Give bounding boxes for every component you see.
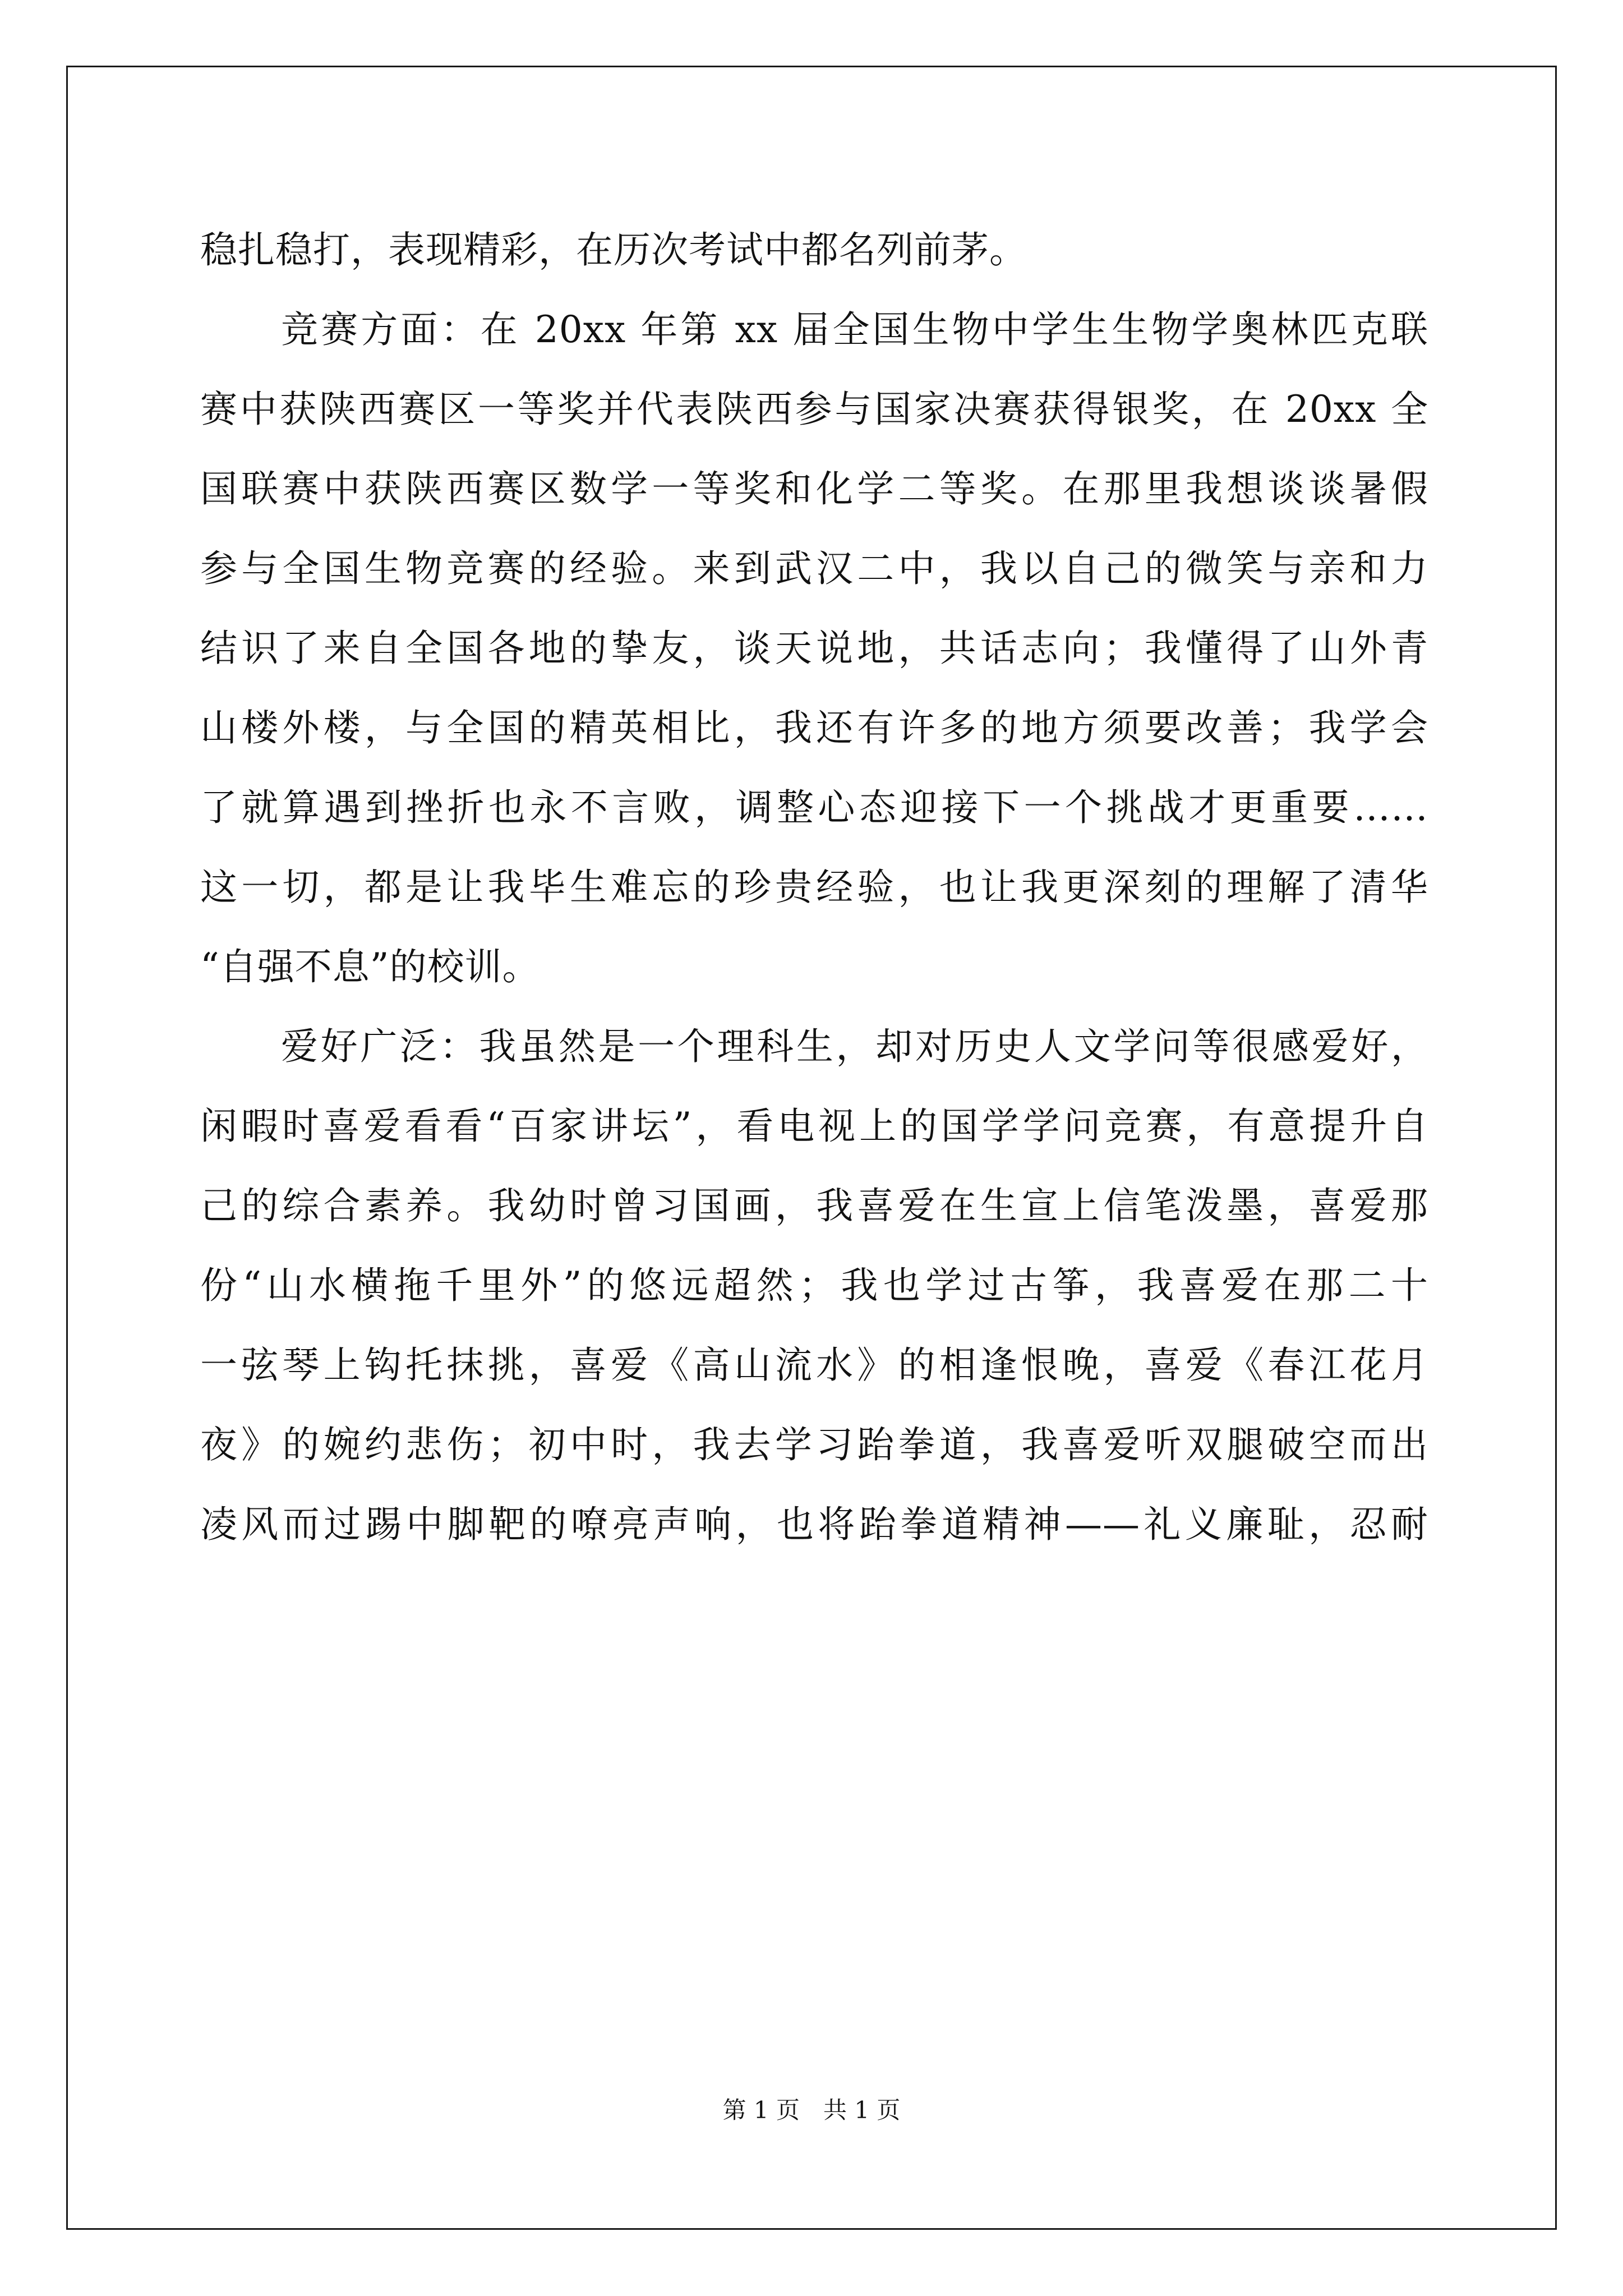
text-line: 夜》的婉约悲伤；初中时，我去学习跆拳道，我喜爱听双腿破空而出 bbox=[200, 1423, 1428, 1466]
text-line: 了就算遇到挫折也永不言败，调整心态迎接下一个挑战才更重要…… bbox=[200, 786, 1428, 829]
text-line: 稳扎稳打，表现精彩，在历次考试中都名列前茅。 bbox=[200, 228, 1027, 272]
page-number-footer: 第 1 页 共 1 页 bbox=[722, 2096, 901, 2124]
text-line: 山楼外楼，与全国的精英相比，我还有许多的地方须要改善；我学会 bbox=[200, 706, 1428, 749]
text-line: 国联赛中获陕西赛区数学一等奖和化学二等奖。在那里我想谈谈暑假 bbox=[200, 467, 1428, 510]
text-line: 这一切，都是让我毕生难忘的珍贵经验，也让我更深刻的理解了清华 bbox=[200, 866, 1428, 909]
text-line: 一弦琴上钩托抹挑，喜爱《高山流水》的相逢恨晚，喜爱《春江花月 bbox=[200, 1343, 1428, 1387]
text-line: 己的综合素养。我幼时曾习国画，我喜爱在生宣上信笔泼墨，喜爱那 bbox=[200, 1184, 1428, 1227]
document-body bbox=[200, 210, 1428, 1565]
text-line: 份“山水横拖千里外”的悠远超然；我也学过古筝，我喜爱在那二十 bbox=[200, 1264, 1428, 1307]
text-line: 闲暇时喜爱看看“百家讲坛”，看电视上的国学学问竞赛，有意提升自 bbox=[200, 1105, 1428, 1148]
paragraph-start-line: 竞赛方面：在 20xx 年第 xx 届全国生物中学生生物学奥林匹克联 bbox=[281, 308, 1428, 351]
text-line: 赛中获陕西赛区一等奖并代表陕西参与国家决赛获得银奖，在 20xx 全 bbox=[200, 388, 1428, 431]
text-line: 参与全国生物竞赛的经验。来到武汉二中，我以自己的微笑与亲和力 bbox=[200, 547, 1428, 590]
text-line: 凌风而过踢中脚靶的嘹亮声响，也将跆拳道精神——礼义廉耻，忍耐 bbox=[200, 1503, 1428, 1546]
text-line: “自强不息”的校训。 bbox=[200, 945, 540, 988]
paragraph-start-line: 爱好广泛：我虽然是一个理科生，却对历史人文学问等很感爱好， bbox=[281, 1025, 1428, 1068]
text-line: 结识了来自全国各地的挚友，谈天说地，共话志向；我懂得了山外青 bbox=[200, 627, 1428, 670]
